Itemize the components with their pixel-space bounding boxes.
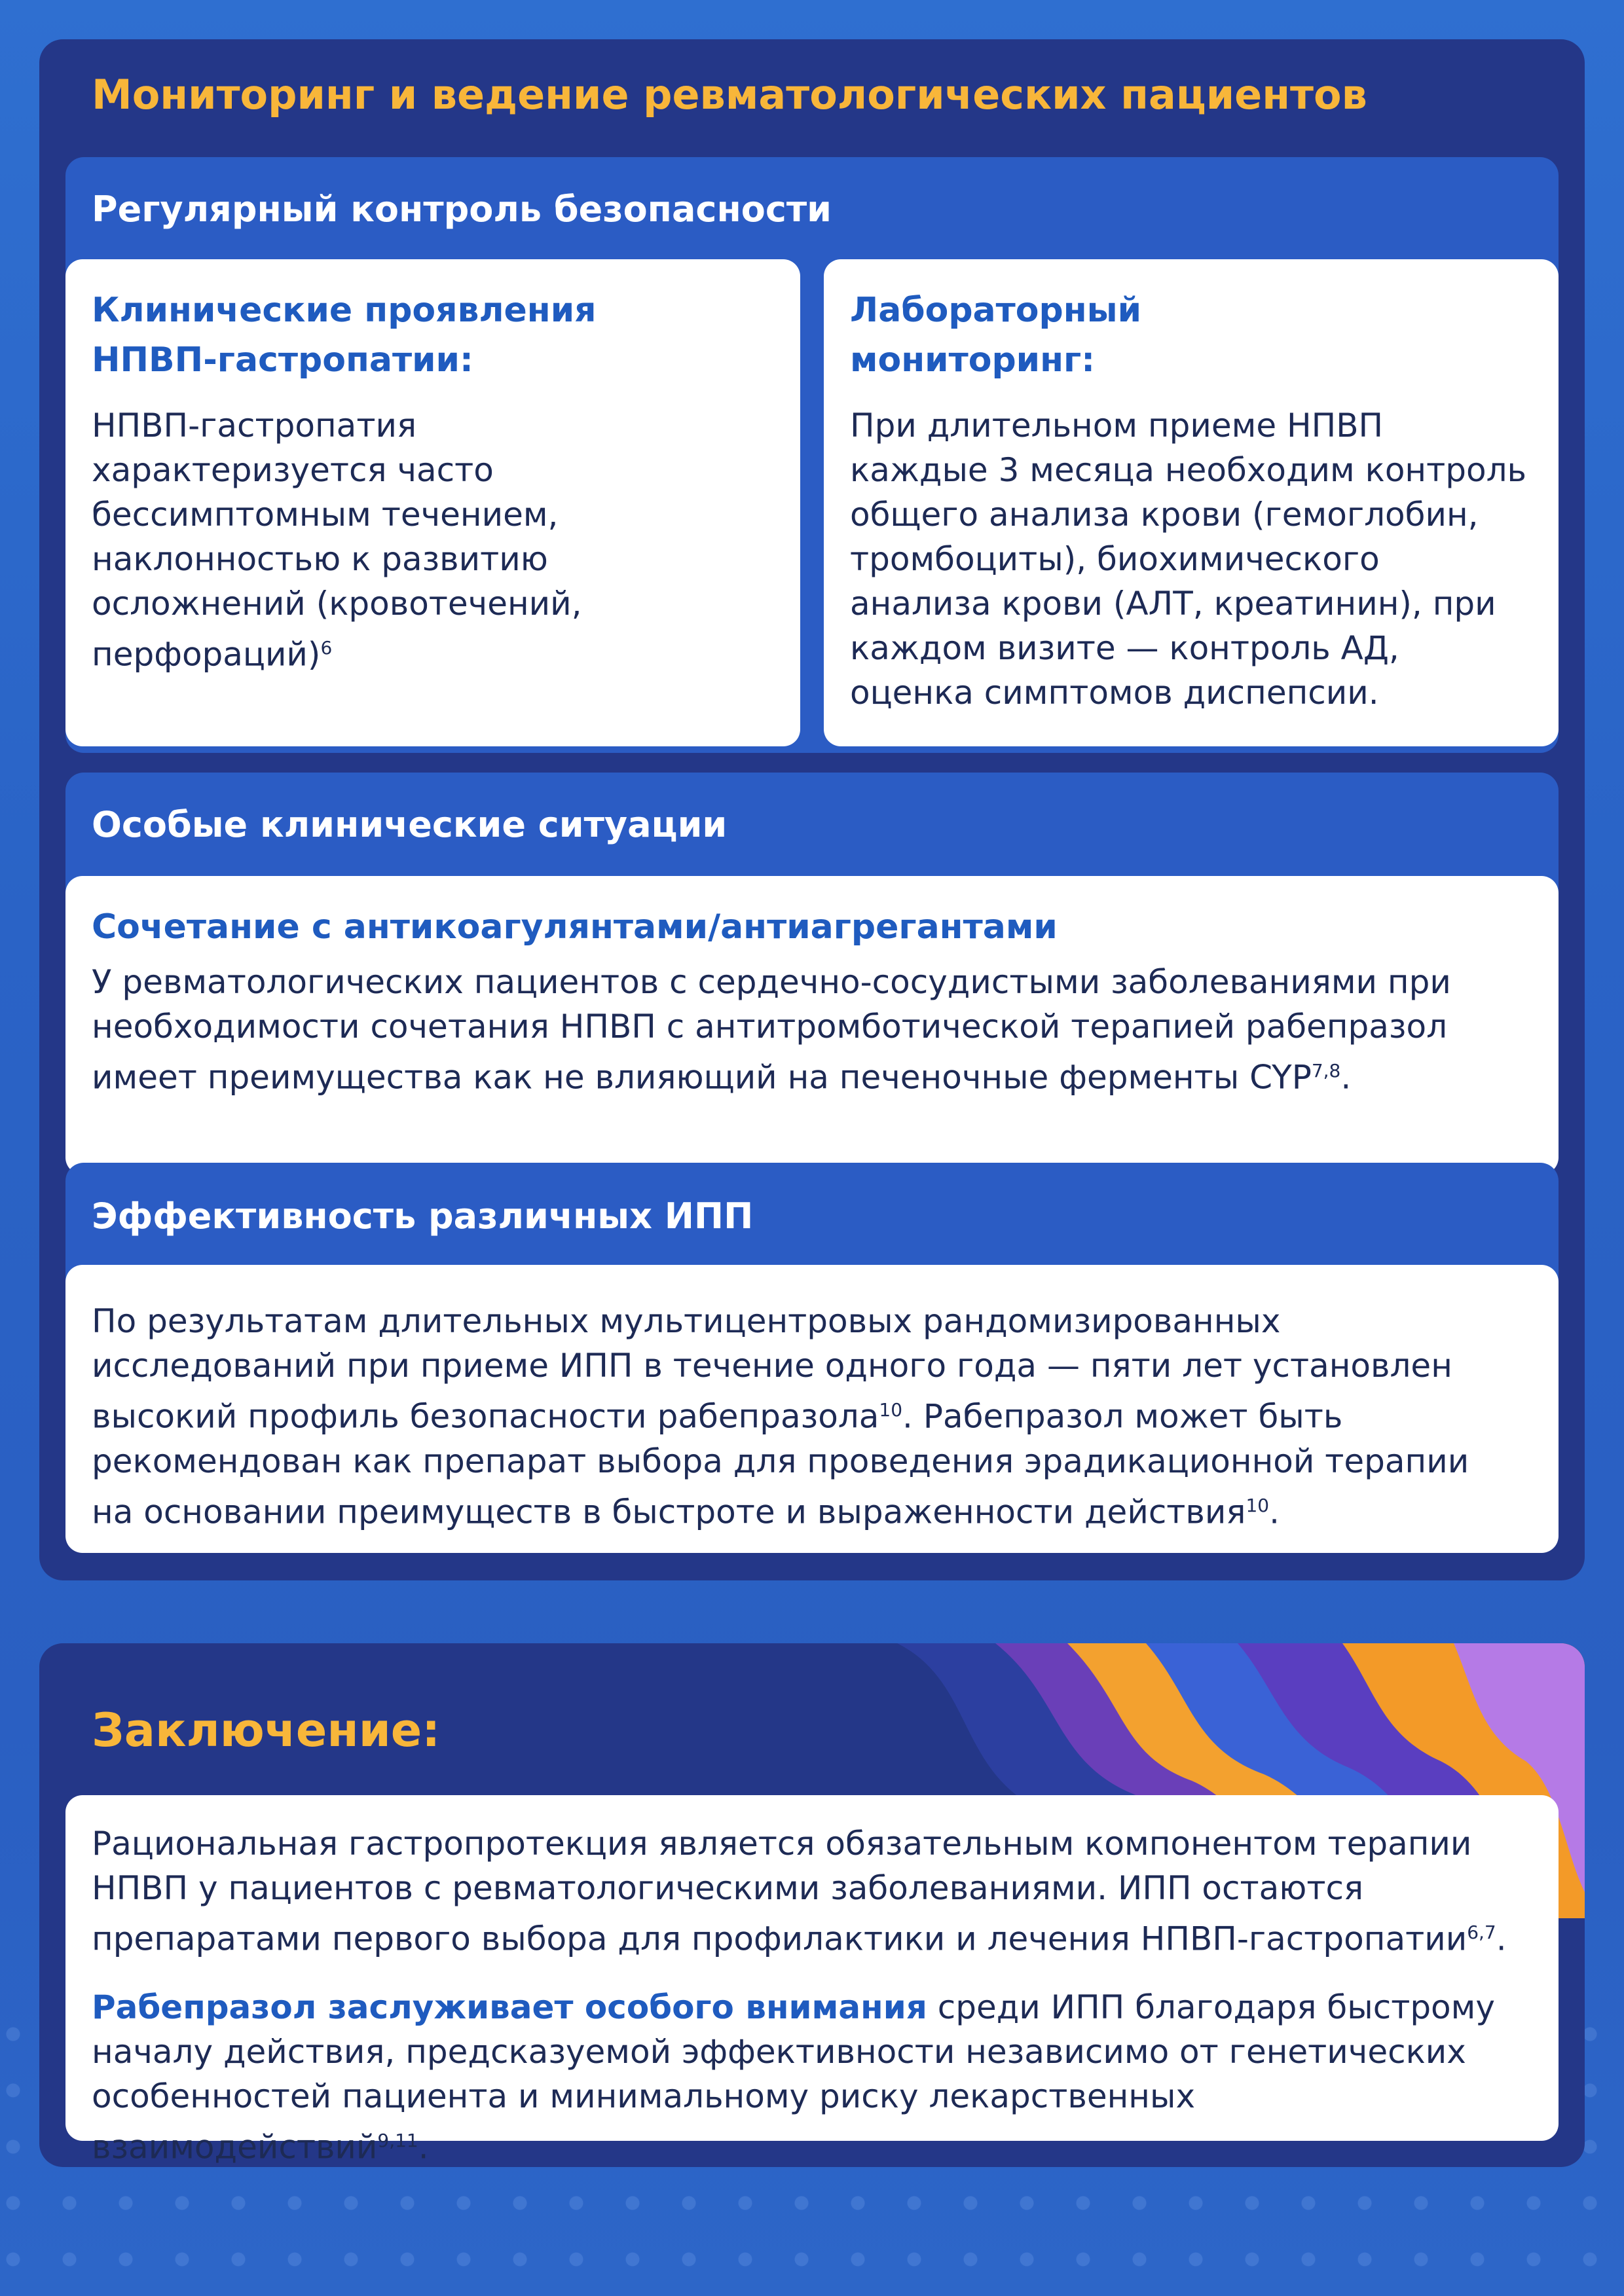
special-section [65,773,1559,1175]
special-heading: Сочетание с антикоагулянтами/антиагрегантами [92,907,1058,947]
conclusion-card [65,1795,1559,2166]
efficacy-section-title: Эффективность различных ИПП [92,1195,754,1237]
conclusion-title: Заключение: [92,1704,441,1757]
lab-text: При длительном приеме НПВП каждые 3 месяца необходим контроль общего анализа крови (гемоглобин, тромбоциты), биохимического анализа крови (АЛТ, креатинин), при каждом визите — контроль АД, оценка симптомов диспепсии. [850,407,1527,712]
special-section-title: Особые клинические ситуации [92,804,728,845]
conclusion-paragraph-1: Рациональная гастропротекция является обязательным компонентом терапии НПВП у пациентов с ревматологическими заболеваниями. ИПП остаются препаратами первого выбора для профилактики и лечения НПВП-гастропатии$^{6,7}$. [92,1825,1507,1958]
conclusion-paragraph-2: Рабепразол заслуживает особого внимания среди ИПП благодаря быстрому началу действия, предсказуемой эффективности независимо от генетических особенностей пациента и минимальному риску лекарственных взаимодействий$^{9,11}$. [92,1988,1495,2166]
page-title: Мониторинг и ведение ревматологических пациентов [92,71,1367,118]
conclusion-footnote-1: 6,7 [1467,1922,1496,1943]
special-card [65,876,1559,1175]
efficacy-text: По результатам длительных мультицентровых рандомизированных исследований при приеме ИПП в течение одного года — пяти лет установлен высокий профиль безопасности рабепразола$^{10}$. Рабепразол может быть рекомендован как препарат выбора для проведения эрадикационной терапии на основании преимуществ в быстроте и выраженности действия$^{10}$. [92,1302,1469,1531]
rabeprazole-highlight: Рабепразол заслуживает особого внимания [92,1988,927,2026]
clinical-footnote: 6 [320,637,333,659]
clinical-text: НПВП-гастропатия характеризуется часто бессимптомным течением, наклонностью к развитию осложнений (кровотечений, перфораций)$^6$ [92,407,582,674]
monitoring-panel [39,39,1585,1580]
lab-heading: Лабораторный мониторинг: [850,291,1142,380]
safety-section [65,157,1559,753]
clinical-card [65,259,800,746]
conclusion-panel [39,1643,1585,2167]
efficacy-card [65,1265,1559,1553]
special-text: У ревматологических пациентов с сердечно-сосудистыми заболеваниями при необходимости сочетания НПВП с антитромботической терапией рабепразол имеет преимущества как не влияющий на печеночные ферменты CYP$^{7,8}$. [92,963,1451,1097]
conclusion-footnote-2: 9,11 [377,2129,418,2151]
clinical-heading: Клинические проявления НПВП-гастропатии: [92,291,597,380]
efficacy-section [65,1163,1559,1553]
lab-card [824,259,1559,746]
safety-section-title: Регулярный контроль безопасности [92,189,832,230]
efficacy-footnote-2: 10 [1246,1494,1270,1516]
special-footnote: 7,8 [1311,1060,1341,1082]
efficacy-footnote-1: 10 [879,1399,903,1421]
